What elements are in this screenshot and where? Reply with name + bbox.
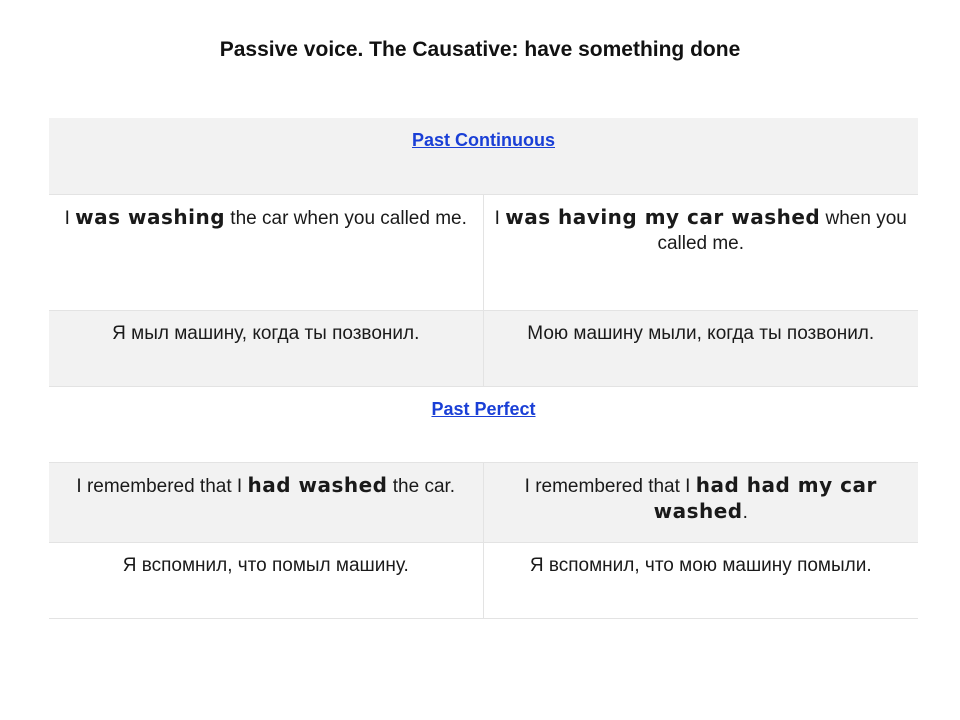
causative-example-cell (483, 194, 918, 310)
table-row (49, 542, 918, 618)
verb-highlight: had had my car washed (653, 472, 877, 523)
text-pre: I (64, 207, 76, 229)
causative-translation-cell: Я вспомнил, что мою машину помыли. (483, 542, 918, 618)
verb-highlight: had washed (247, 472, 388, 497)
verb-highlight: was washing (75, 204, 226, 229)
active-example-cell (49, 462, 483, 542)
section-header-cell (49, 118, 918, 194)
table-row (49, 310, 918, 386)
text-post: the car. (387, 475, 456, 497)
text-post: the car when you called me. (225, 207, 467, 229)
text-pre: I remembered that I (524, 475, 696, 497)
causative-example-cell (483, 462, 918, 542)
table-row (49, 462, 918, 542)
page-title: Passive voice. The Causative: have something done (219, 38, 741, 61)
table-row (49, 194, 918, 310)
causative-translation-cell: Мою машину мыли, когда ты позвонил. (483, 310, 918, 386)
text-pre: I remembered that I (76, 475, 248, 497)
grammar-table (49, 118, 918, 619)
section-header-row (49, 118, 918, 194)
section-header-cell (49, 386, 918, 462)
section-header-row (49, 386, 918, 462)
active-example-cell (49, 194, 483, 310)
past-continuous-link[interactable]: Past Continuous (412, 130, 555, 150)
active-translation-cell: Я вспомнил, что помыл машину. (49, 542, 483, 618)
verb-highlight: was having my car washed (505, 204, 821, 229)
text-post: . (742, 501, 748, 523)
text-post: when you called me. (657, 207, 907, 254)
text-pre: I (494, 207, 506, 229)
past-perfect-link[interactable]: Past Perfect (431, 398, 536, 419)
active-translation-cell: Я мыл машину, когда ты позвонил. (49, 310, 483, 386)
